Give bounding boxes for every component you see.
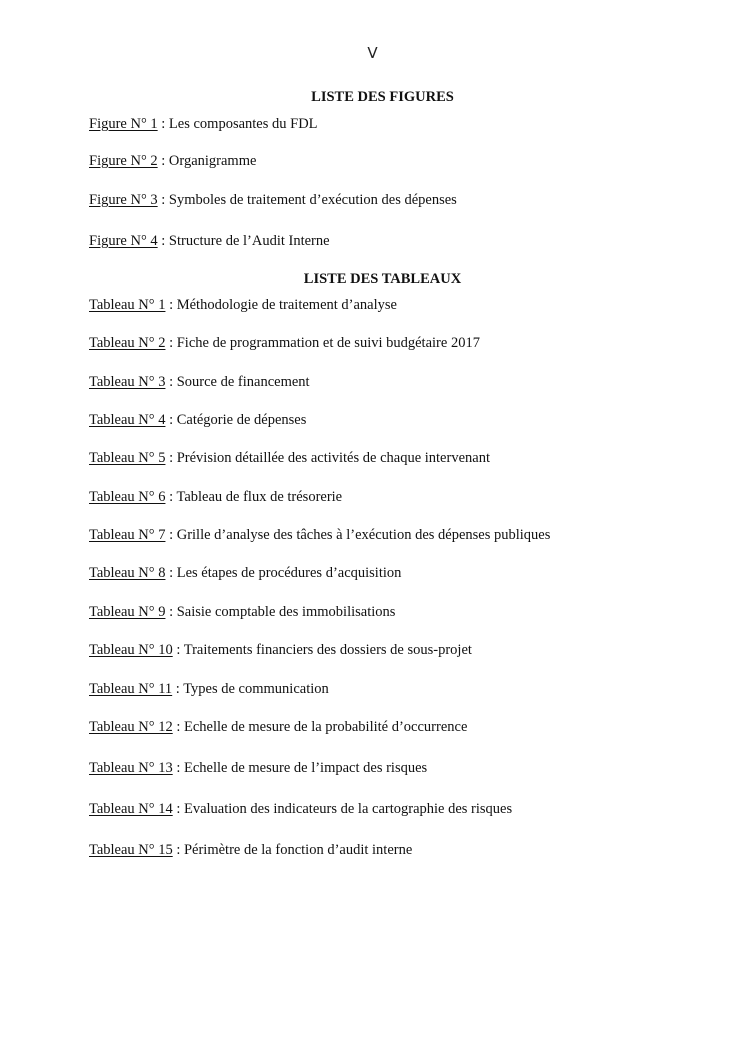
- figure-title-4: : Structure de l’Audit Interne: [157, 233, 330, 249]
- table-ref-4: Tableau N° 4: [89, 412, 166, 428]
- table-entry-5: [89, 450, 490, 467]
- table-ref-11: Tableau N° 11: [89, 681, 173, 697]
- figure-entry-1: [89, 116, 318, 133]
- table-entry-7: [89, 527, 550, 544]
- table-ref-1: Tableau N° 1: [89, 297, 166, 313]
- figure-ref-2: Figure N° 2: [89, 153, 158, 169]
- table-entry-3: [89, 374, 310, 391]
- table-entry-2: [89, 335, 480, 352]
- table-entry-8: [89, 565, 401, 582]
- table-entry-14: [89, 801, 512, 818]
- table-title-3: : Source de financement: [165, 374, 310, 390]
- table-title-6: : Tableau de flux de trésorerie: [165, 489, 343, 505]
- table-title-4: : Catégorie de dépenses: [165, 412, 307, 428]
- figure-title-2: : Organigramme: [157, 153, 257, 169]
- figure-entry-2: [89, 153, 256, 170]
- table-entry-9: [89, 604, 395, 621]
- table-title-11: : Types de communication: [172, 681, 329, 697]
- table-ref-5: Tableau N° 5: [89, 450, 166, 466]
- table-ref-7: Tableau N° 7: [89, 527, 166, 543]
- figure-ref-4: Figure N° 4: [89, 233, 158, 249]
- table-ref-14: Tableau N° 14: [89, 801, 173, 817]
- table-ref-9: Tableau N° 9: [89, 604, 166, 620]
- table-entry-15: [89, 842, 412, 859]
- figure-title-3: : Symboles de traitement d’exécution des dépenses: [157, 192, 457, 208]
- table-ref-6: Tableau N° 6: [89, 489, 166, 505]
- table-title-1: : Méthodologie de traitement d’analyse: [165, 297, 397, 313]
- table-title-14: : Evaluation des indicateurs de la cartographie des risques: [172, 801, 513, 817]
- figure-entry-3: [89, 192, 457, 209]
- page-number: V: [367, 44, 378, 62]
- table-entry-10: [89, 642, 472, 659]
- table-ref-10: Tableau N° 10: [89, 642, 173, 658]
- figure-ref-1: Figure N° 1: [89, 116, 158, 132]
- figures-heading: LISTE DES FIGURES: [311, 89, 454, 105]
- table-ref-13: Tableau N° 13: [89, 760, 173, 776]
- table-ref-8: Tableau N° 8: [89, 565, 166, 581]
- table-ref-2: Tableau N° 2: [89, 335, 166, 351]
- table-title-5: : Prévision détaillée des activités de chaque intervenant: [165, 450, 490, 466]
- table-entry-1: [89, 297, 397, 314]
- table-title-10: : Traitements financiers des dossiers de sous-projet: [172, 642, 472, 658]
- table-entry-6: [89, 489, 342, 506]
- table-title-7: : Grille d’analyse des tâches à l’exécution des dépenses publiques: [165, 527, 551, 543]
- tables-heading: LISTE DES TABLEAUX: [303, 271, 462, 287]
- figure-title-1: : Les composantes du FDL: [157, 116, 318, 132]
- table-entry-11: [89, 681, 329, 698]
- table-title-12: : Echelle de mesure de la probabilité d’occurrence: [172, 719, 468, 735]
- table-entry-4: [89, 412, 306, 429]
- table-ref-15: Tableau N° 15: [89, 842, 173, 858]
- table-title-9: : Saisie comptable des immobilisations: [165, 604, 396, 620]
- table-entry-12: [89, 719, 467, 736]
- figure-entry-4: [89, 233, 330, 250]
- table-ref-3: Tableau N° 3: [89, 374, 166, 390]
- table-ref-12: Tableau N° 12: [89, 719, 173, 735]
- table-title-15: : Périmètre de la fonction d’audit interne: [172, 842, 413, 858]
- table-entry-13: [89, 760, 427, 777]
- table-title-13: : Echelle de mesure de l’impact des risques: [172, 760, 428, 776]
- figure-ref-3: Figure N° 3: [89, 192, 158, 208]
- table-title-8: : Les étapes de procédures d’acquisition: [165, 565, 402, 581]
- table-title-2: : Fiche de programmation et de suivi budgétaire 2017: [165, 335, 480, 351]
